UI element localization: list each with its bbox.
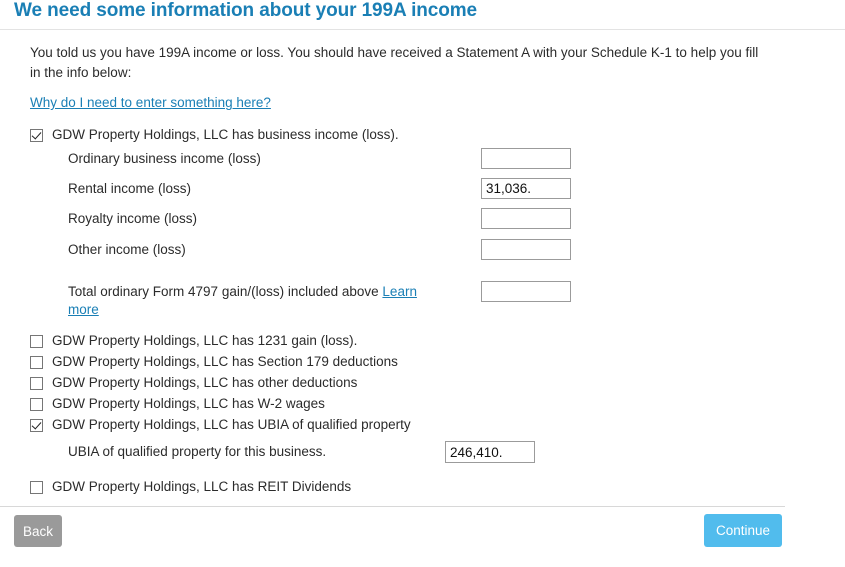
checkbox-reit-dividends[interactable] xyxy=(30,481,43,494)
field-label-other-income: Other income (loss) xyxy=(68,242,186,257)
checkbox-w2-wages[interactable] xyxy=(30,398,43,411)
checkbox-label-reit-dividends: GDW Property Holdings, LLC has REIT Dividends xyxy=(52,479,352,494)
intro-text: You told us you have 199A income or loss. You should have received a Statement A with your Schedule K-1 to help you fill in the info below: xyxy=(30,45,759,80)
checkbox-label-other-deductions: GDW Property Holdings, LLC has other deductions xyxy=(52,375,358,390)
learn-more-link[interactable]: Learn more xyxy=(68,284,417,317)
checkbox-row-business-income[interactable] xyxy=(30,127,399,142)
page-title: We need some information about your 199A income xyxy=(14,0,477,21)
continue-button[interactable]: Continue xyxy=(704,514,782,547)
why-enter-help-link[interactable]: Why do I need to enter something here? xyxy=(30,95,271,110)
footer-divider xyxy=(0,506,785,507)
field-label-royalty-income: Royalty income (loss) xyxy=(68,211,198,226)
input-ubia-amount[interactable] xyxy=(445,441,535,463)
checkbox-label-ubia: GDW Property Holdings, LLC has UBIA of qualified property xyxy=(52,417,411,432)
checkbox-other-deductions[interactable] xyxy=(30,377,43,390)
checkbox-label-1231-gain: GDW Property Holdings, LLC has 1231 gain (loss). xyxy=(52,333,358,348)
checkbox-row-other-deductions[interactable] xyxy=(30,375,357,390)
checkbox-business-income[interactable] xyxy=(30,129,43,142)
input-royalty-income[interactable] xyxy=(481,208,571,229)
field-label-ordinary-business-income: Ordinary business income (loss) xyxy=(68,151,261,166)
checkbox-1231-gain[interactable] xyxy=(30,335,43,348)
field-label-form-4797 xyxy=(68,283,436,319)
input-other-income[interactable] xyxy=(481,239,571,260)
checkbox-label-business-income: GDW Property Holdings, LLC has business income (loss). xyxy=(52,127,399,142)
checkbox-label-section-179: GDW Property Holdings, LLC has Section 179 deductions xyxy=(52,354,398,369)
checkbox-row-reit-dividends[interactable] xyxy=(30,479,351,494)
field-label-rental-income: Rental income (loss) xyxy=(68,181,192,196)
title-divider xyxy=(0,29,845,30)
input-ordinary-business-income[interactable] xyxy=(481,148,571,169)
checkbox-row-ubia[interactable] xyxy=(30,417,411,432)
checkbox-row-section-179[interactable] xyxy=(30,354,398,369)
form-4797-label-text: Total ordinary Form 4797 gain/(loss) included above xyxy=(68,284,383,299)
input-form-4797[interactable] xyxy=(481,281,571,302)
checkbox-label-w2-wages: GDW Property Holdings, LLC has W-2 wages xyxy=(52,396,325,411)
checkbox-row-w2-wages[interactable] xyxy=(30,396,325,411)
checkbox-ubia[interactable] xyxy=(30,419,43,432)
back-button[interactable]: Back xyxy=(14,515,62,547)
checkbox-row-1231-gain[interactable] xyxy=(30,333,357,348)
checkbox-section-179[interactable] xyxy=(30,356,43,369)
field-label-ubia-amount: UBIA of qualified property for this business. xyxy=(68,444,327,459)
input-rental-income[interactable] xyxy=(481,178,571,199)
